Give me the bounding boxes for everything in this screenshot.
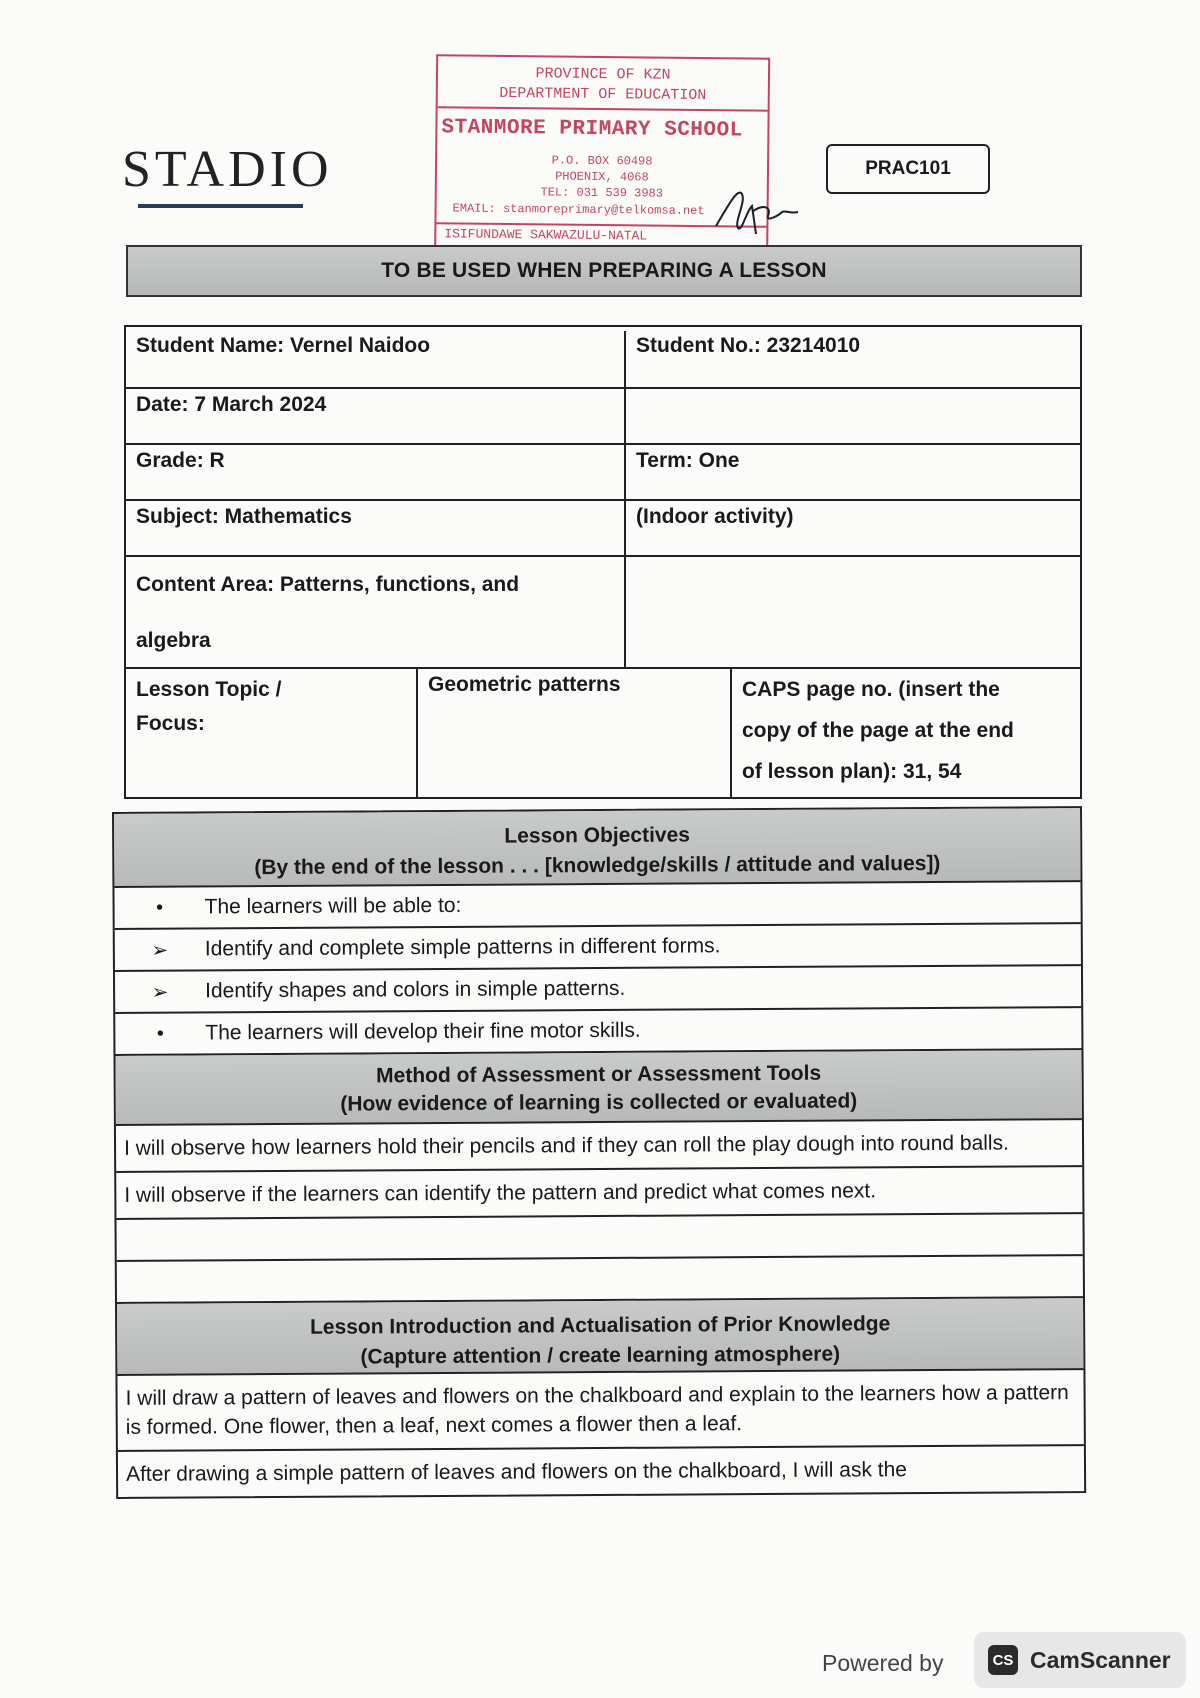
objectives-title: Lesson Objectives (504, 823, 691, 848)
objective-text: The learners will develop their fine motor skills. (205, 1018, 641, 1045)
label-line: Focus: (136, 712, 205, 735)
bullet-icon: • (156, 1022, 164, 1045)
objective-text: Identify shapes and colors in simple patterns. (205, 976, 626, 1003)
stamp-zulu-line: ISIFUNDAWE SAKWAZULU-NATAL (444, 226, 648, 244)
activity-type: (Indoor activity) (636, 505, 794, 528)
introduction-item: I will draw a pattern of leaves and flowers on the chalkboard and explain to the learners how a pattern is formed. One flower, then a leaf, next comes a flower then a leaf. (117, 1370, 1083, 1452)
stamp-province: PROVINCE OF KZN (535, 65, 671, 84)
caps-page (732, 669, 1080, 797)
table-row (126, 669, 1080, 797)
subject: Subject: Mathematics (126, 501, 626, 555)
grade: Grade: R (126, 445, 626, 499)
objectives-subtitle: (By the end of the lesson . . . [knowledge/skills / attitude and values]) (254, 851, 941, 880)
content-area-line: Content Area: Patterns, functions, and (136, 573, 520, 596)
empty-cell (626, 389, 1080, 443)
introduction-header (117, 1298, 1083, 1376)
signature-icon (712, 182, 802, 242)
powered-by-label: Powered by (822, 1650, 944, 1676)
stamp-rule (438, 106, 768, 111)
label-line: Lesson Topic / (136, 678, 282, 701)
list-item (115, 924, 1081, 972)
table-row (126, 501, 1080, 557)
lesson-topic-label (126, 669, 418, 797)
empty-cell (626, 557, 1080, 667)
table-row (126, 327, 1080, 389)
empty-row (117, 1256, 1083, 1304)
camscanner-icon: CS (988, 1645, 1018, 1675)
form-banner: TO BE USED WHEN PREPARING A LESSON (126, 245, 1082, 297)
caps-line: copy of the page at the end (742, 719, 1014, 742)
term: Term: One (636, 449, 740, 472)
list-item (114, 882, 1080, 930)
list-item (115, 966, 1081, 1014)
camscanner-watermark (974, 1632, 1186, 1688)
bullet-icon: • (155, 896, 164, 919)
empty-row (116, 1214, 1082, 1262)
stamp-tel: TEL: 031 539 3983 (540, 185, 664, 201)
assessment-title: Method of Assessment or Assessment Tools (376, 1061, 822, 1088)
stamp-department: DEPARTMENT OF EDUCATION (499, 84, 707, 105)
table-row (126, 557, 1080, 669)
camscanner-brand: CamScanner (1030, 1646, 1171, 1673)
caps-line: CAPS page no. (insert the (742, 678, 1000, 701)
stamp-city: PHOENIX, 4068 (555, 169, 649, 185)
stamp-school-name: STANMORE PRIMARY SCHOOL (441, 116, 743, 143)
student-info-table (124, 325, 1082, 799)
assessment-item: I will observe how learners hold their pencils and if they can roll the play dough into round balls. (116, 1120, 1082, 1173)
lesson-date: Date: 7 March 2024 (126, 389, 626, 443)
introduction-subtitle: (Capture attention / create learning atmosphere) (360, 1342, 841, 1369)
content-area-line: algebra (136, 629, 211, 652)
introduction-title: Lesson Introduction and Actualisation of Prior Knowledge (309, 1312, 891, 1339)
assessment-subtitle: (How evidence of learning is collected or evaluated) (340, 1089, 858, 1116)
logo-underline (138, 204, 303, 208)
lesson-topic-value: Geometric patterns (418, 669, 732, 797)
assessment-item: I will observe if the learners can identify the pattern and predict what comes next. (116, 1167, 1082, 1220)
objectives-header (114, 808, 1080, 888)
stamp-po-box: P.O. BOX 60498 (551, 153, 653, 169)
table-row (126, 445, 1080, 501)
arrow-bullet-icon: ➢ (151, 939, 169, 962)
caps-line: of lesson plan): 31, 54 (742, 760, 962, 783)
lesson-plan-table (112, 806, 1086, 1499)
introduction-item: After drawing a simple pattern of leaves and flowers on the chalkboard, I will ask the (125, 1458, 908, 1486)
objective-text: Identify and complete simple patterns in different forms. (204, 934, 721, 961)
list-item (115, 1008, 1081, 1056)
objective-text: The learners will be able to: (204, 893, 462, 919)
stadio-logo: STADIO (122, 141, 333, 198)
student-number: Student No.: 23214010 (636, 334, 861, 357)
stamp-email: EMAIL: stanmoreprimary@telkomsa.net (452, 201, 705, 219)
table-row (126, 389, 1080, 445)
student-name: Student Name: Vernel Naidoo (126, 331, 626, 387)
assessment-header (115, 1050, 1081, 1126)
arrow-bullet-icon: ➢ (151, 981, 169, 1004)
content-area (126, 557, 626, 667)
course-code-badge: PRAC101 (826, 144, 990, 194)
